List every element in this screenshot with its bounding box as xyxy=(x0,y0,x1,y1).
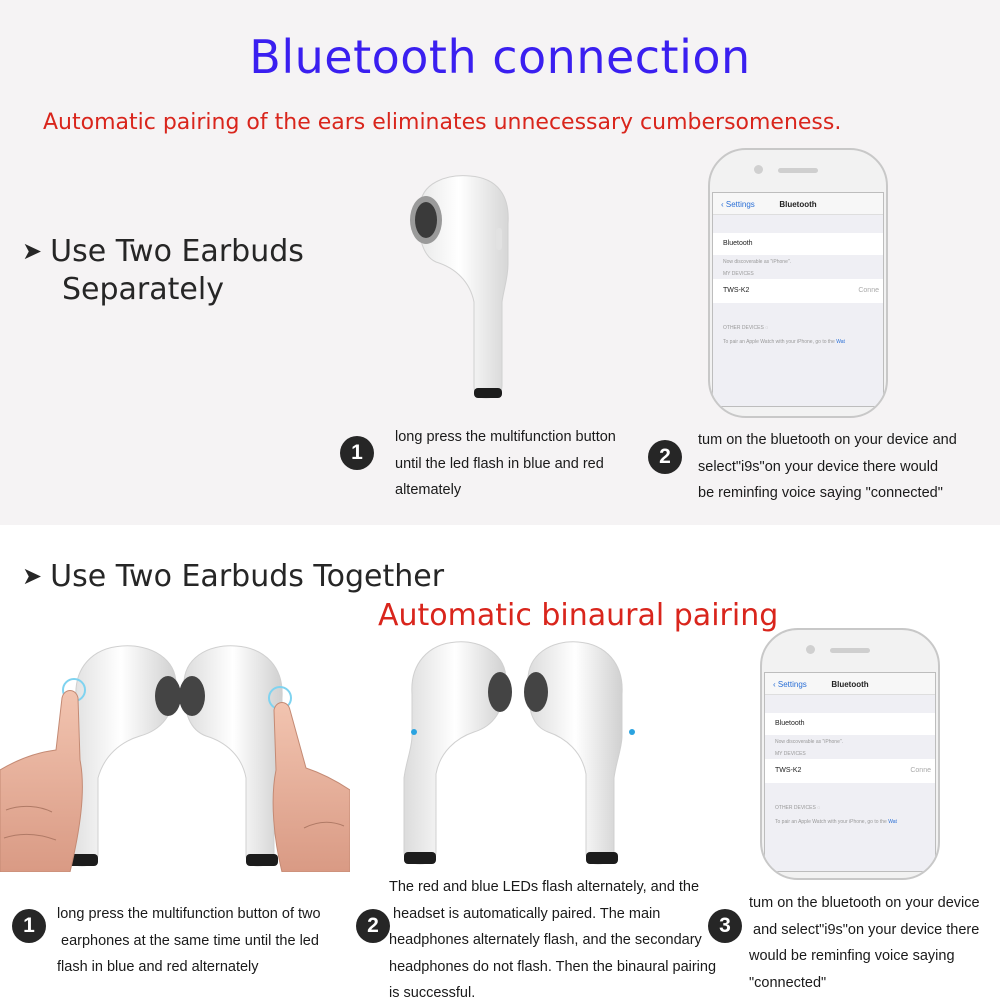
my-devices-label: MY DEVICES xyxy=(775,751,806,757)
settings-back-link[interactable]: ‹ Settings xyxy=(773,680,807,689)
heading-line-1: Use Two Earbuds xyxy=(50,234,304,269)
bluetooth-toggle-row[interactable]: Bluetooth xyxy=(713,233,883,255)
earbud-image-single xyxy=(398,172,528,404)
section-heading-together: ➤ Use Two Earbuds Together xyxy=(22,559,445,594)
step-2-together-text: The red and blue LEDs flash alternately, and the headset is automatically paired. The main headphones alternately flash, and the secondary headphones do not flash. Then the binaural pairing is successful. xyxy=(389,879,717,1000)
bluetooth-toggle-row[interactable]: Bluetooth xyxy=(765,713,935,735)
discoverable-text: Now discoverable as "iPhone". xyxy=(723,259,792,265)
step-number-2-together: 2 xyxy=(356,909,390,943)
step-number-2: 2 xyxy=(648,440,682,474)
phone-screen-top xyxy=(712,192,884,407)
led-blue-left xyxy=(411,729,417,735)
step-1-text: long press the multifunction button until the led flash in blue and red altemately xyxy=(395,429,616,498)
step-number-3-together: 3 xyxy=(708,909,742,943)
step-2-text: tum on the bluetooth on your device and select"i9s"on your device there would be reminfing voice saying "connected" xyxy=(698,432,957,501)
page-title: Bluetooth connection xyxy=(249,30,751,84)
other-devices-label: OTHER DEVICES ◌ xyxy=(775,805,821,811)
other-devices-label: OTHER DEVICES ◌ xyxy=(723,325,769,331)
screen-title: Bluetooth xyxy=(779,200,817,209)
step-number-1-together: 1 xyxy=(12,909,46,943)
watch-hint: To pair an Apple Watch with your iPhone, go to the Wat xyxy=(775,819,897,825)
watch-hint: To pair an Apple Watch with your iPhone, go to the Wat xyxy=(723,339,845,345)
my-devices-label: MY DEVICES xyxy=(723,271,754,277)
step-number-1: 1 xyxy=(340,436,374,470)
discoverable-text: Now discoverable as "iPhone". xyxy=(775,739,844,745)
binaural-pairing-heading: Automatic binaural pairing xyxy=(378,598,779,633)
phone-image-bottom xyxy=(760,628,940,880)
arrow-icon: ➤ xyxy=(22,562,43,590)
earbuds-press-image xyxy=(0,640,350,872)
step-1-together-text: long press the multifunction button of two earphones at the same time until the led flash in blue and red alternately xyxy=(57,906,321,975)
device-row[interactable]: TWS-K2 Conne xyxy=(713,279,883,303)
settings-back-link[interactable]: ‹ Settings xyxy=(721,200,755,209)
section-heading-separate xyxy=(22,232,304,309)
phone-screen-bottom xyxy=(764,672,936,872)
arrow-icon: ➤ xyxy=(22,237,43,265)
phone-image-top xyxy=(708,148,888,418)
heading-line-2: Separately xyxy=(62,272,224,307)
step-3-together-text: tum on the bluetooth on your device and select"i9s"on your device there would be reminfing voice saying "connected" xyxy=(749,895,980,991)
earbuds-led-image xyxy=(396,636,650,870)
led-blue-right xyxy=(629,729,635,735)
device-row[interactable]: TWS-K2 Conne xyxy=(765,759,935,783)
screen-title: Bluetooth xyxy=(831,680,869,689)
page-subtitle: Automatic pairing of the ears eliminates unnecessary cumbersomeness. xyxy=(43,110,842,135)
